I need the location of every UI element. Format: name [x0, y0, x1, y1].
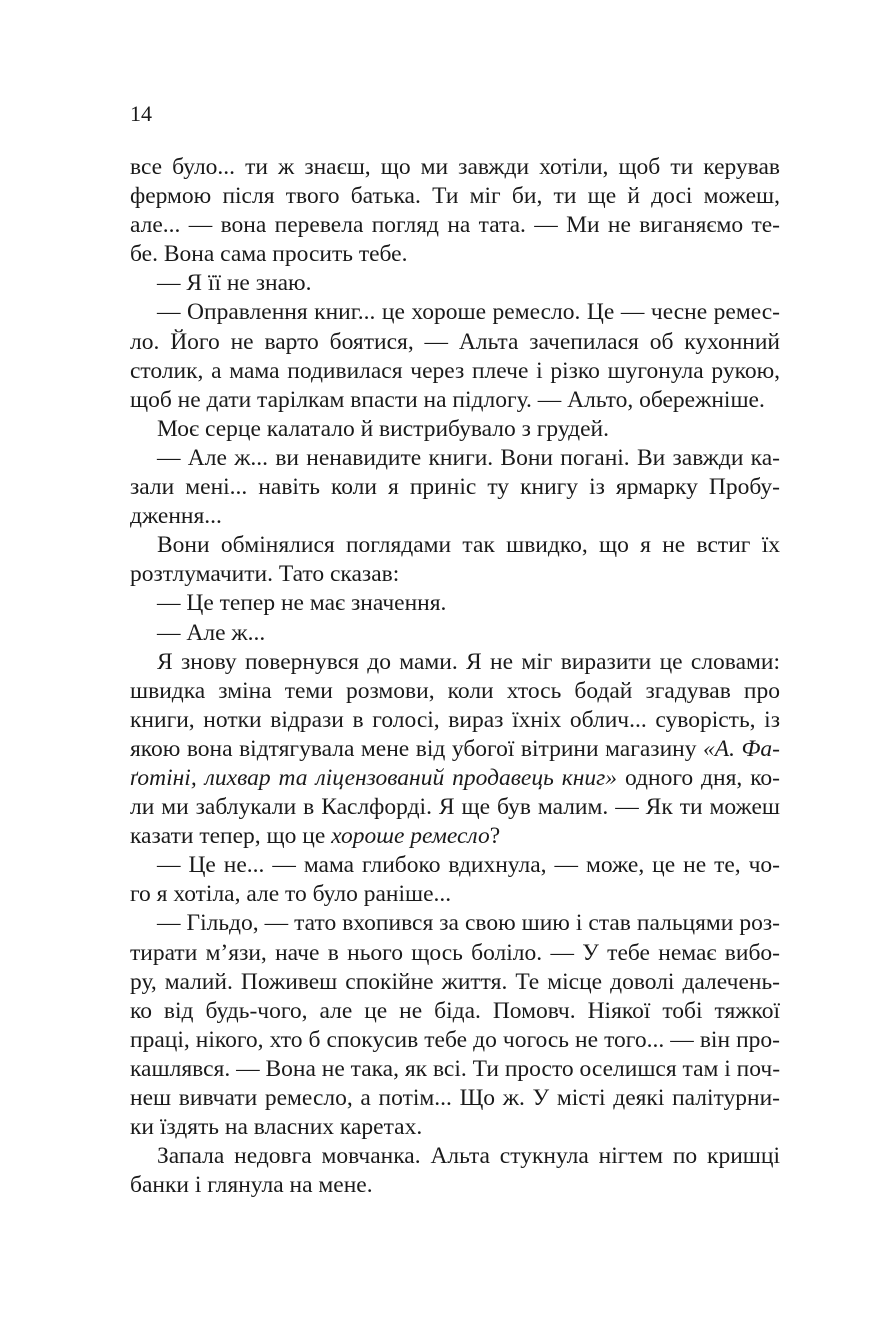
text-line: неш вивчати ремесло, а потім... Що ж. У місті деякі палітурни-	[130, 1085, 780, 1111]
text-line: ко від будь-чого, але це не біда. Помовч. Ніякої тобі тяжкої	[130, 997, 780, 1024]
text-line: — Оправлення книг... це хороше ремесло. Це — чесне ремес-	[157, 299, 780, 326]
text-line: — Але ж... ви ненавидите книги. Вони погані. Ви завжди ка-	[157, 444, 780, 471]
text-line: столик, а мама подивилася через плече і різко шугонула рукою,	[130, 357, 780, 384]
text-line: все було... ти ж знаєш, що ми завжди хотіли, щоб ти керував	[130, 154, 780, 180]
italic-title: «А. Фа-	[703, 735, 780, 762]
text-run: казати тепер, що це	[130, 823, 332, 850]
text-line: — Гільдо, — тато вхопився за свою шию і став пальцями роз-	[157, 910, 780, 937]
text-line: щоб не дати тарілкам впасти на підлогу. — Альто, обережніше.	[130, 386, 765, 413]
text-line: ру, малий. Поживеш спокійне життя. Те місце доволі далечень-	[130, 968, 780, 995]
text-line: швидка зміна теми розмови, коли хтось бодай згадував про	[130, 677, 780, 704]
text-line	[130, 822, 780, 851]
text-line: бе. Вона сама просить тебе.	[130, 241, 408, 268]
text-line: але... — вона перевела погляд на тата. — Ми не виганяємо те-	[130, 212, 780, 239]
text-run: ?	[489, 823, 501, 850]
body-text	[130, 153, 780, 1200]
text-line: праці, нікого, хто б спокусив тебе до чогось не того... — він про-	[130, 1026, 780, 1053]
text-run: якою вона відтягувала мене від убогої вітрини магазину	[130, 735, 703, 762]
text-line: Запала недовга мовчанка. Альта стукнула нігтем по кришці	[157, 1143, 780, 1170]
text-line: — Це не... — мама глибоко вдихнула, — може, це не те, чо-	[157, 852, 780, 879]
text-line: ло. Його не варто боятися, — Альта зачепилася об кухонний	[130, 328, 780, 355]
text-line: — Я її не знаю.	[157, 270, 312, 297]
text-line: дження...	[130, 503, 222, 530]
text-line	[130, 735, 780, 764]
text-line: ки їздять на власних каретах.	[130, 1114, 423, 1141]
text-line: банки і глянула на мене.	[130, 1172, 373, 1199]
text-line: Моє серце калатало й вистрибувало з грудей.	[157, 415, 609, 442]
text-line: — Але ж...	[157, 619, 266, 646]
text-line: зали мені... навіть коли я приніс ту книгу із ярмарку Пробу-	[130, 474, 780, 501]
text-line: розтлумачити. Тато сказав:	[130, 561, 400, 588]
text-line: ли ми заблукали в Каслфорді. Я ще був малим. — Як ти можеш	[130, 794, 780, 821]
text-line	[130, 764, 780, 793]
text-line: кашлявся. — Вона не така, як всі. Ти просто оселишся там і поч-	[130, 1055, 781, 1082]
text-line: — Це тепер не має значення.	[157, 590, 447, 617]
text-run: одного дня, ко-	[617, 764, 780, 791]
text-line: книги, нотки відрази в голосі, вираз їхніх облич... суворість, із	[130, 706, 780, 733]
page-number: 14	[130, 101, 152, 126]
text-line: Я знову повернувся до мами. Я не міг виразити це словами:	[157, 648, 780, 675]
italic-phrase: хороше ремесло	[331, 823, 490, 850]
text-line: Вони обмінялися поглядами так швидко, що я не встиг їх	[157, 532, 780, 559]
text-line: го я хотіла, але то було раніше...	[130, 881, 452, 908]
text-line: фермою після твого батька. Ти міг би, ти ще й досі можеш,	[130, 183, 780, 210]
italic-title: ґотіні, лихвар та ліцензований продавець книг»	[130, 764, 618, 791]
text-line: тирати м’язи, наче в нього щось боліло. — У тебе немає вибо-	[130, 939, 780, 966]
